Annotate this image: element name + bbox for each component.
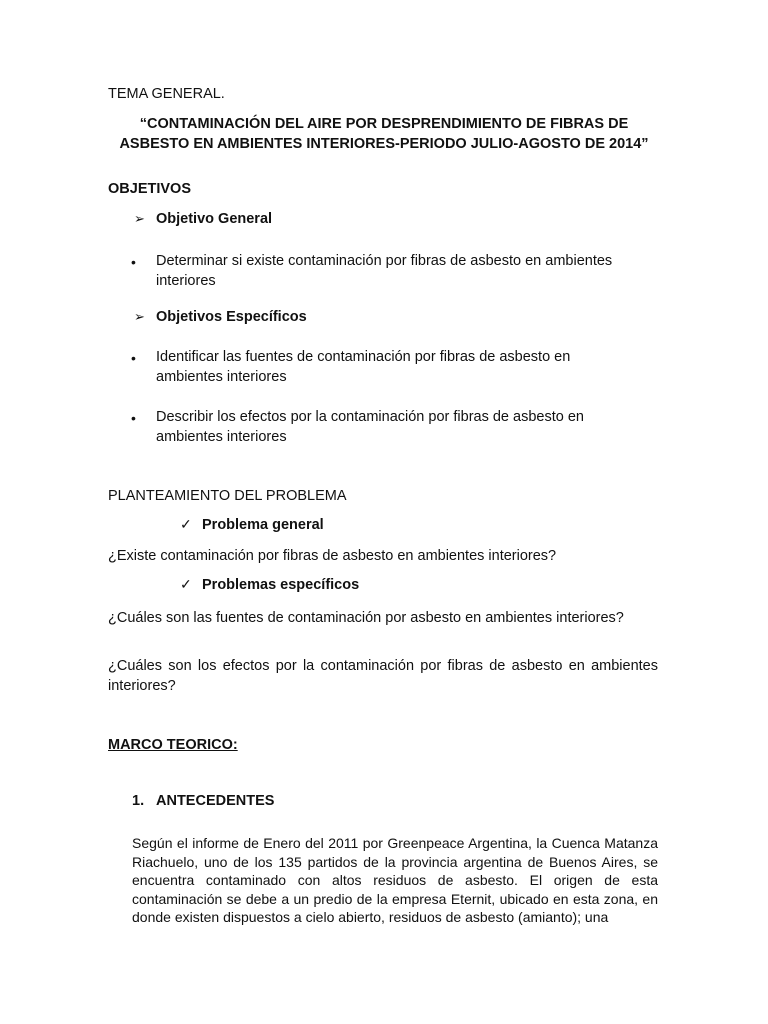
- problema-especifico-question: ¿Cuáles son las fuentes de contaminación por asbesto en ambientes interiores?: [108, 610, 624, 626]
- antecedentes-paragraph: Según el informe de Enero del 2011 por Greenpeace Argentina, la Cuenca Matanza Riachuelo, uno de los 135 partidos de la provincia argentina de Buenos Aires, se encuentra contaminado con altos residuos de asbesto. El origen de esta contaminación se debe a un predio de la empresa Eternit, ubicado en esta zona, en donde existen dispuestos a cielo abierto, residuos de asbesto (amianto); una: [132, 835, 658, 925]
- objetivo-general-label: Objetivo General: [156, 211, 273, 227]
- problema-general-label: Problema general: [202, 517, 324, 533]
- bullet-icon: •: [131, 254, 136, 270]
- problemas-especificos-label: Problemas específicos: [202, 577, 360, 593]
- section-number: 1.: [132, 793, 145, 809]
- antecedentes-heading: ANTECEDENTES: [156, 793, 275, 809]
- arrow-bullet-icon: ➢: [134, 211, 145, 226]
- planteamiento-heading: PLANTEAMIENTO DEL PROBLEMA: [108, 488, 347, 504]
- bullet-icon: •: [131, 410, 136, 426]
- checkmark-icon: ✓: [180, 576, 192, 592]
- objetivos-especificos-label: Objetivos Específicos: [156, 309, 307, 325]
- bullet-icon: •: [131, 350, 136, 366]
- arrow-bullet-icon: ➢: [134, 309, 145, 324]
- problema-general-question: ¿Existe contaminación por fibras de asbesto en ambientes interiores?: [108, 548, 557, 564]
- objetivo-especifico-item: Describir los efectos por la contaminación por fibras de asbesto en ambientes interiores: [156, 409, 584, 445]
- document-title: “CONTAMINACIÓN DEL AIRE POR DESPRENDIMIENTO DE FIBRAS DE ASBESTO EN AMBIENTES INTERIORES-PERIODO JULIO-AGOSTO DE 2014”: [119, 116, 649, 152]
- objetivo-general-item: Determinar si existe contaminación por fibras de asbesto en ambientes interiores: [156, 253, 613, 289]
- marco-teorico-heading: MARCO TEORICO:: [108, 737, 238, 753]
- objetivos-heading: OBJETIVOS: [108, 181, 191, 197]
- objetivo-especifico-item: Identificar las fuentes de contaminación por fibras de asbesto en ambientes interiores: [156, 349, 571, 385]
- problema-especifico-question: ¿Cuáles son los efectos por la contaminación por fibras de asbesto en ambientes interiores?: [108, 658, 658, 694]
- tema-general-label: TEMA GENERAL.: [108, 86, 225, 102]
- checkmark-icon: ✓: [180, 516, 192, 532]
